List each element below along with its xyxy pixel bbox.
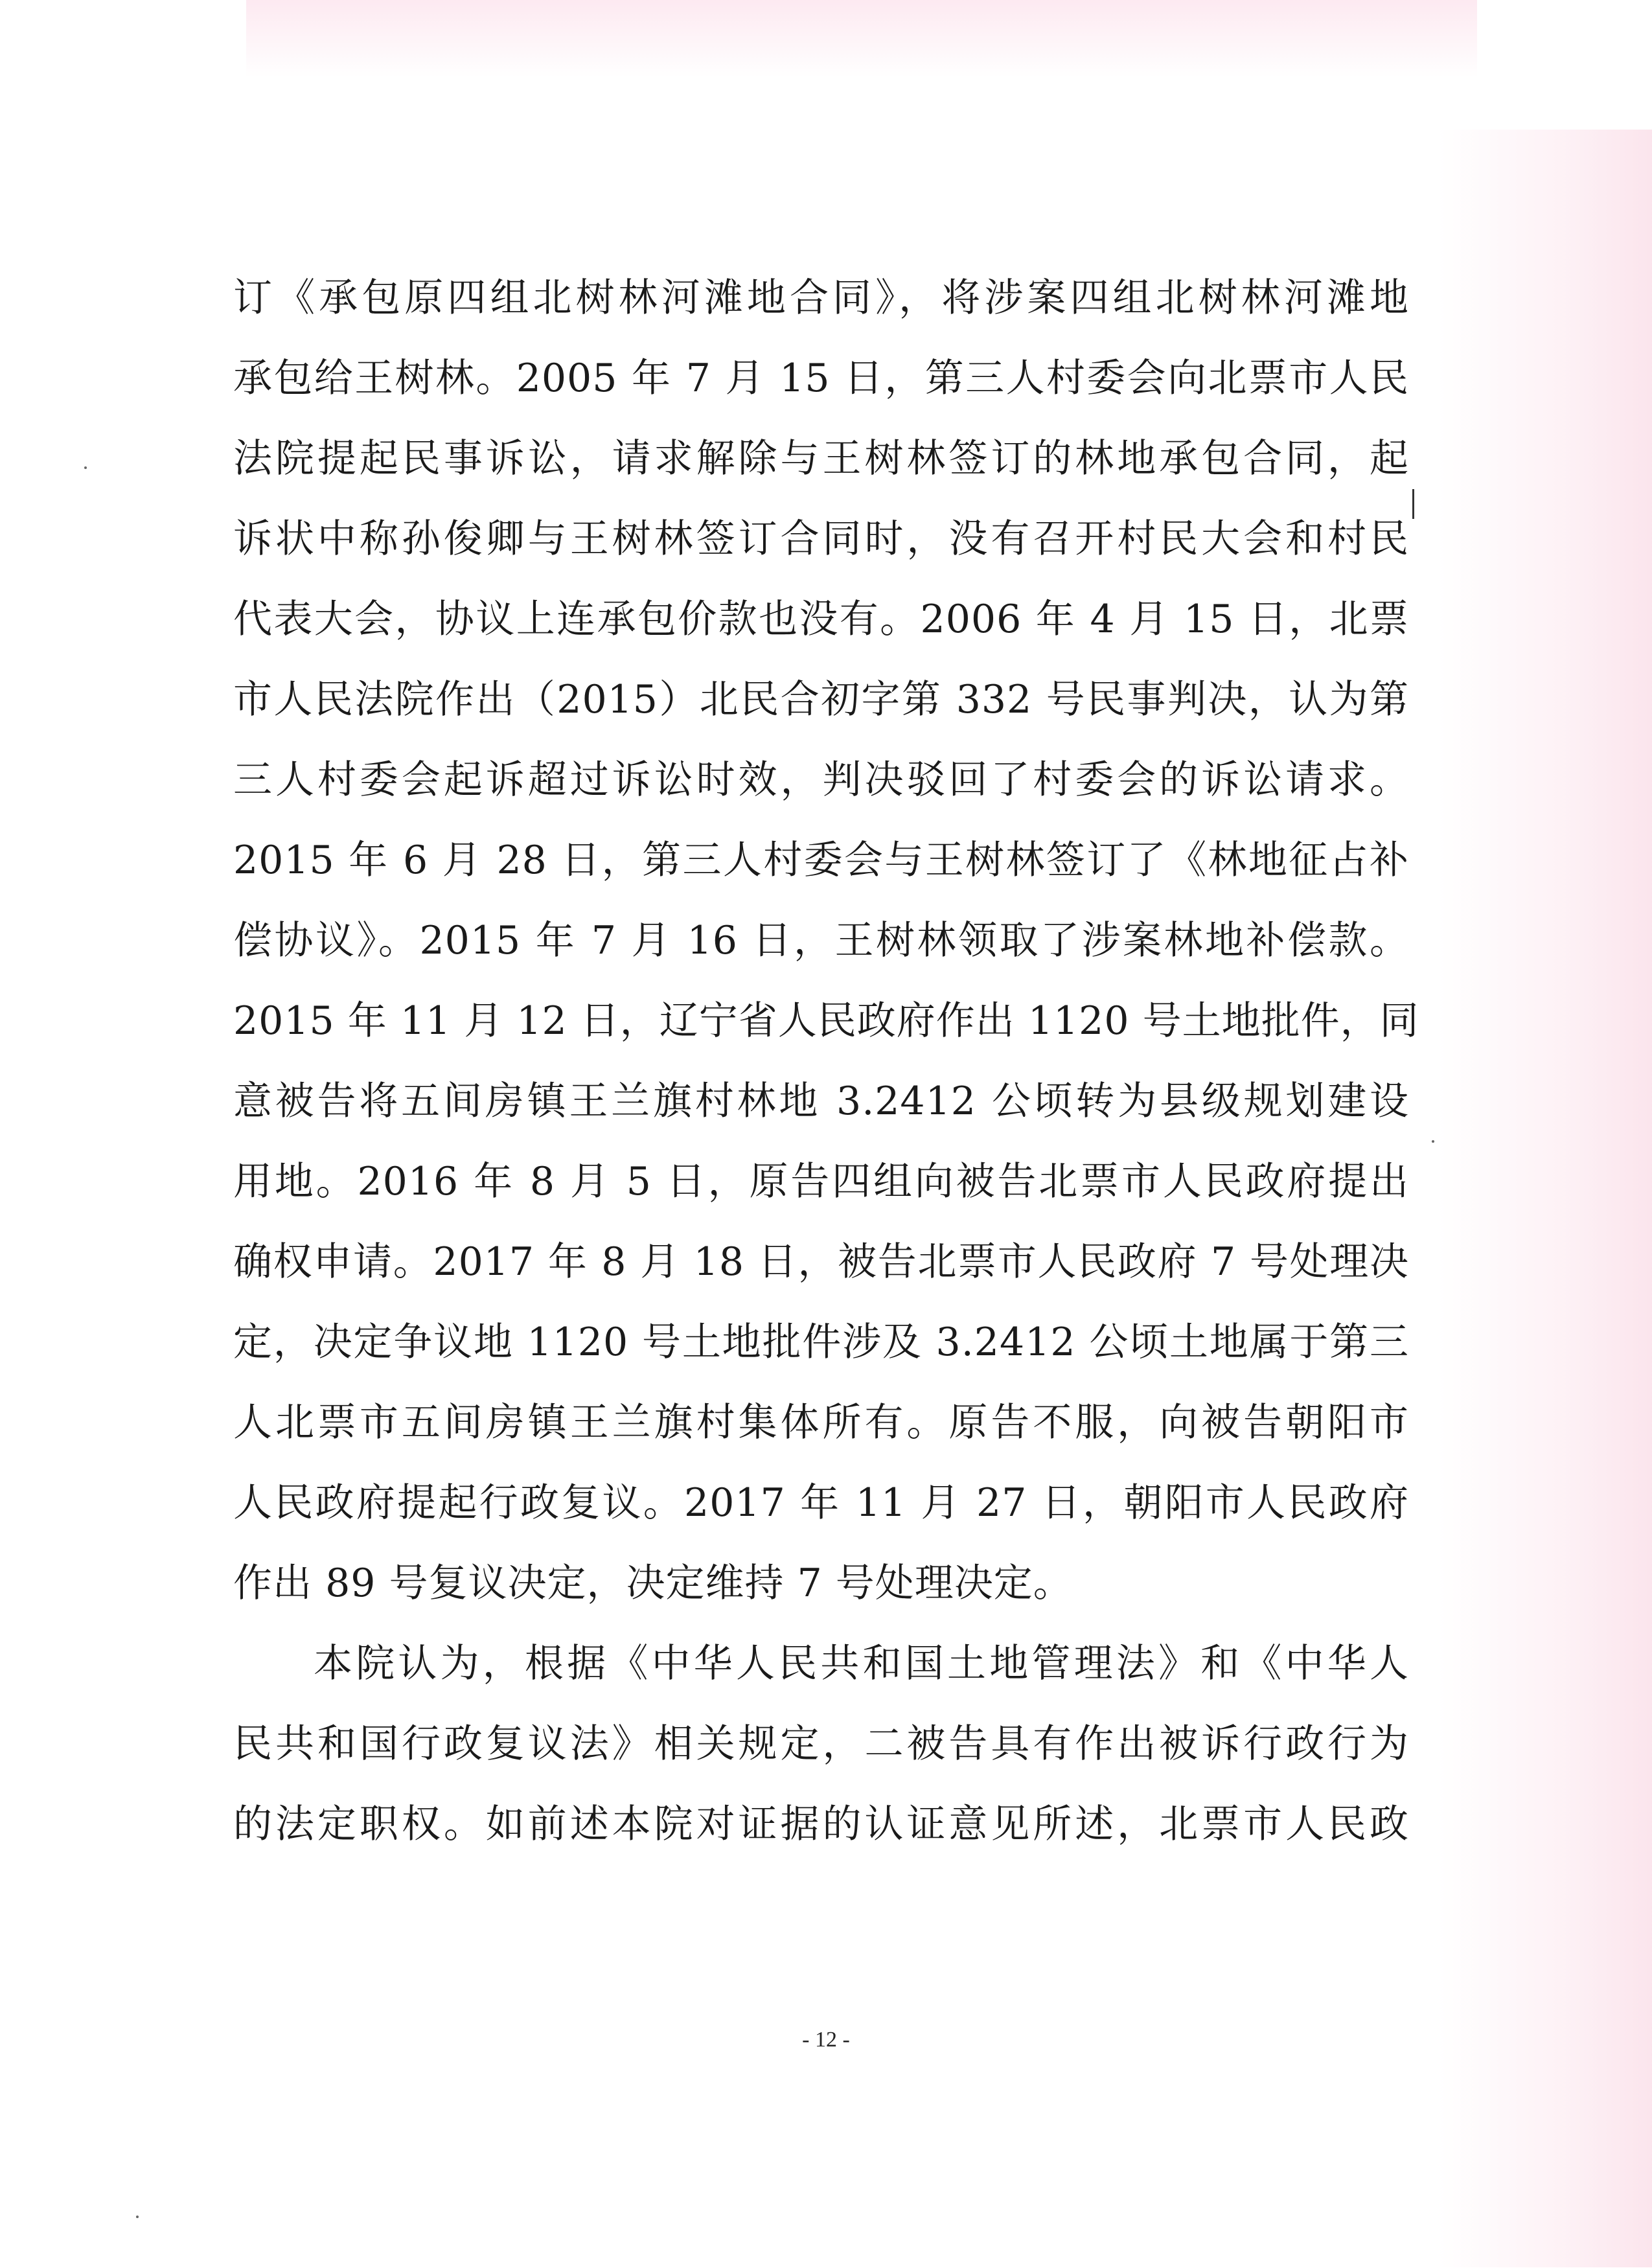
text-line: 用地。2016 年 8 月 5 日，原告四组向被告北票市人民政府提出 xyxy=(233,1159,1409,1204)
scan-speck xyxy=(84,466,87,469)
page-number: - 12 - xyxy=(802,2028,850,2052)
text-line: 确权申请。2017 年 8 月 18 日，被告北票市人民政府 7 号处理决 xyxy=(233,1239,1409,1285)
text-line: 代表大会，协议上连承包价款也没有。2006 年 4 月 15 日，北票 xyxy=(233,597,1409,642)
text-line: 民共和国行政复议法》相关规定，二被告具有作出被诉行政行为 xyxy=(233,1721,1409,1767)
margin-mark xyxy=(1412,489,1414,519)
judgment-body-text xyxy=(233,258,1419,1864)
text-line: 作出 89 号复议决定，决定维持 7 号处理决定。 xyxy=(233,1561,1073,1606)
text-line: 偿协议》。2015 年 7 月 16 日，王树林领取了涉案林地补偿款。 xyxy=(233,918,1409,963)
scan-tint-top xyxy=(246,0,1477,78)
text-line: 意被告将五间房镇王兰旗村林地 3.2412 公顷转为县级规划建设 xyxy=(233,1079,1409,1124)
text-line: 定，决定争议地 1120 号土地批件涉及 3.2412 公顷土地属于第三 xyxy=(233,1320,1409,1365)
text-line: 三人村委会起诉超过诉讼时效，判决驳回了村委会的诉讼请求。 xyxy=(233,757,1409,803)
text-line: 诉状中称孙俊卿与王树林签订合同时，没有召开村民大会和村民 xyxy=(233,516,1409,562)
paragraph-start-line: 本院认为，根据《中华人民共和国土地管理法》和《中华人 xyxy=(314,1641,1409,1686)
scan-speck xyxy=(136,2216,139,2218)
text-line: 2015 年 6 月 28 日，第三人村委会与王树林签订了《林地征占补 xyxy=(233,838,1409,883)
text-line: 订《承包原四组北树林河滩地合同》，将涉案四组北树林河滩地 xyxy=(233,275,1409,321)
text-line: 人民政府提起行政复议。2017 年 11 月 27 日，朝阳市人民政府 xyxy=(233,1480,1409,1526)
text-line: 的法定职权。如前述本院对证据的认证意见所述，北票市人民政 xyxy=(233,1802,1409,1847)
text-line: 法院提起民事诉讼，请求解除与王树林签订的林地承包合同，起 xyxy=(233,436,1409,481)
text-line: 市人民法院作出（2015）北民合初字第 332 号民事判决，认为第 xyxy=(233,677,1409,722)
scan-speck xyxy=(1432,1140,1434,1143)
text-line: 人北票市五间房镇王兰旗村集体所有。原告不服，向被告朝阳市 xyxy=(233,1400,1409,1445)
text-line: 承包给王树林。2005 年 7 月 15 日，第三人村委会向北票市人民 xyxy=(233,356,1409,401)
scan-tint-right xyxy=(1438,130,1652,2267)
text-line: 2015 年 11 月 12 日，辽宁省人民政府作出 1120 号土地批件，同 xyxy=(233,998,1419,1044)
